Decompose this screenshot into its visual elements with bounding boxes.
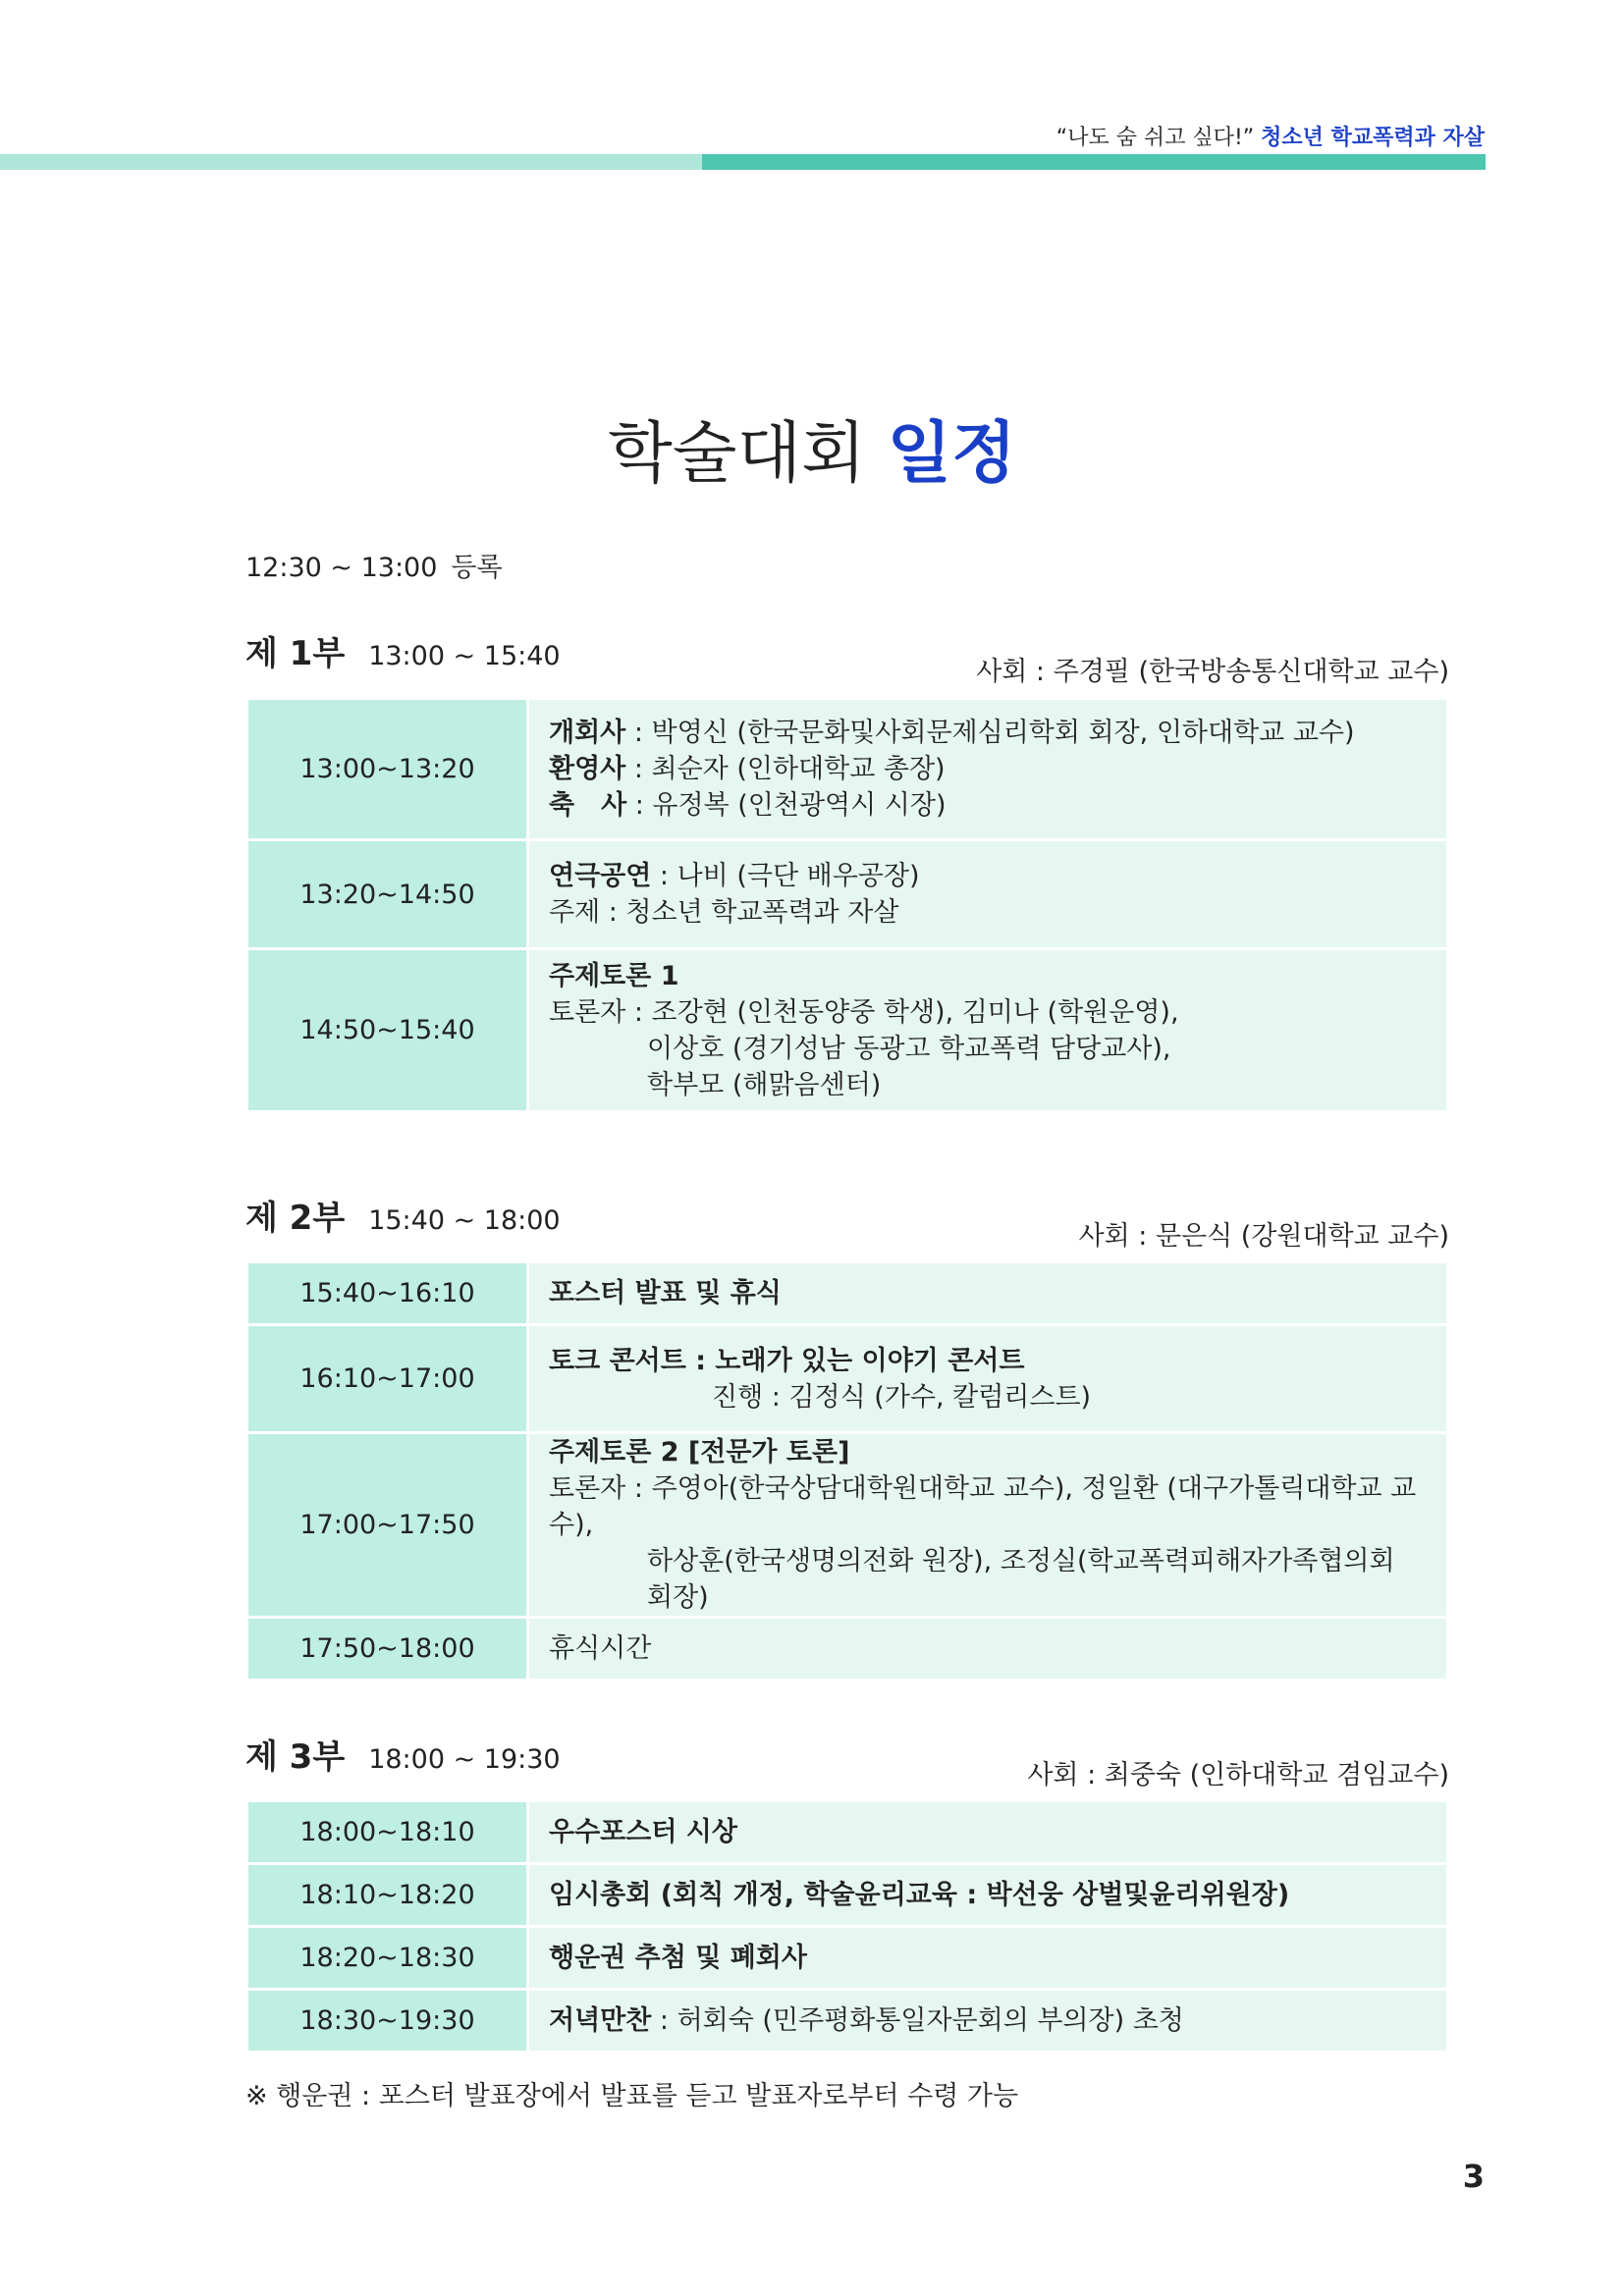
part3-schedule-table: [245, 1799, 1449, 2054]
content-cell: [528, 699, 1448, 840]
part2-label: 제 2부: [245, 1199, 346, 1238]
page-title-accent: 일정: [887, 415, 1016, 493]
part3-heading: [245, 1730, 561, 1778]
content-line: 토크 콘서트 : 노래가 있는 이야기 콘서트: [549, 1345, 1025, 1376]
content-line: 이상호 (경기성남 동광고 학교폭력 담당교사),: [647, 1033, 1171, 1064]
content-cell: 휴식시간: [528, 1618, 1448, 1681]
part3-time: 18:00 ~ 19:30: [368, 1744, 561, 1775]
role-label: 연극공연: [549, 861, 652, 891]
part1-label: 제 1부: [245, 634, 346, 673]
part2-schedule-table: [245, 1260, 1449, 1682]
role-label: 환영사: [549, 754, 626, 784]
table-row: [247, 1801, 1448, 1864]
content-cell: 우수포스터 시상: [528, 1801, 1448, 1864]
time-cell: 18:00~18:10: [247, 1801, 528, 1864]
part3-host: 사회 : 최중숙 (인하대학교 겸임교수): [1027, 1760, 1449, 1790]
page-number: 3: [1462, 2158, 1485, 2195]
time-cell: 18:30~19:30: [247, 1990, 528, 2053]
part2-time: 15:40 ~ 18:00: [368, 1205, 561, 1236]
role-label: 저녁만찬: [549, 2005, 652, 2036]
content-line: 토론자 : 주영아(한국상담대학원대학교 교수), 정일환 (대구가톨릭대학교 교수),: [549, 1473, 1417, 1540]
content-line: 학부모 (해맑음센터): [647, 1069, 882, 1100]
part2-heading: [245, 1191, 561, 1239]
running-header: [1056, 121, 1485, 151]
time-cell: 16:10~17:00: [247, 1325, 528, 1433]
content-line: [549, 751, 1427, 787]
table-row: [247, 1433, 1448, 1618]
time-cell: 17:00~17:50: [247, 1433, 528, 1618]
part1-host: 사회 : 주경필 (한국방송통신대학교 교수): [976, 657, 1449, 687]
table-row: [247, 1864, 1448, 1927]
time-cell: 15:40~16:10: [247, 1262, 528, 1325]
time-cell: 14:50~15:40: [247, 949, 528, 1112]
content-line: 토론자 : 조강현 (인천동양중 학생), 김미나 (학원운영),: [549, 996, 1179, 1028]
registration-label: 등록: [451, 553, 503, 583]
content-line: [549, 715, 1427, 751]
registration-line: [245, 546, 503, 584]
part2-host: 사회 : 문은식 (강원대학교 교수): [1078, 1221, 1449, 1252]
role-label: 개회사: [549, 718, 626, 748]
time-cell: 17:50~18:00: [247, 1618, 528, 1681]
content-line: 진행 : 김정식 (가수, 칼럼리스트): [712, 1381, 1092, 1413]
table-row: [247, 949, 1448, 1112]
part1-heading: [245, 626, 561, 674]
role-detail: : 나비 (극단 배우공장): [651, 861, 920, 891]
content-line: [549, 858, 1427, 894]
role-label: 축 사: [549, 790, 627, 821]
header-title: 청소년 학교폭력과 자살: [1261, 126, 1485, 150]
role-detail: : 박영신 (한국문화및사회문제심리학회 회장, 인하대학교 교수): [625, 718, 1355, 748]
header-bar-dark: [702, 154, 1486, 170]
header-bar-light: [0, 154, 702, 170]
part3-label: 제 3부: [245, 1737, 346, 1777]
table-row: [247, 1618, 1448, 1681]
content-line: 주제토론 1: [549, 960, 679, 991]
table-row: [247, 1927, 1448, 1990]
role-detail: : 허회숙 (민주평화통일자문회의 부의장) 초청: [651, 2005, 1184, 2036]
time-cell: 18:10~18:20: [247, 1864, 528, 1927]
content-line: 주제토론 2 [전문가 토론]: [549, 1437, 850, 1468]
time-cell: 18:20~18:30: [247, 1927, 528, 1990]
content-cell: 임시총회 (회칙 개정, 학술윤리교육 : 박선웅 상벌및윤리위원장): [528, 1864, 1448, 1927]
part1-time: 13:00 ~ 15:40: [368, 641, 561, 671]
content-line: 주제 : 청소년 학교폭력과 자살: [549, 897, 899, 928]
content-cell: 행운권 추첨 및 폐회사: [528, 1927, 1448, 1990]
table-row: [247, 1325, 1448, 1433]
table-row: [247, 1262, 1448, 1325]
header-quote: “나도 숨 쉬고 싶다!”: [1056, 126, 1255, 150]
part1-schedule-table: [245, 697, 1449, 1113]
table-row: [247, 699, 1448, 840]
role-detail: : 유정복 (인천광역시 시장): [626, 790, 947, 821]
time-cell: 13:00~13:20: [247, 699, 528, 840]
table-row: [247, 1990, 1448, 2053]
content-cell: [528, 1325, 1448, 1433]
footnote: ※ 행운권 : 포스터 발표장에서 발표를 듣고 발표자로부터 수령 가능: [245, 2081, 1019, 2111]
page-title: [0, 400, 1624, 496]
content-cell: [528, 1433, 1448, 1618]
content-line: [549, 787, 1427, 824]
registration-time: 12:30 ~ 13:00: [245, 553, 438, 583]
table-row: [247, 840, 1448, 949]
content-cell: [528, 949, 1448, 1112]
content-line: 하상훈(한국생명의전화 원장), 조정실(학교폭력피해자가족협의회 회장): [647, 1546, 1395, 1613]
page-title-main: 학술대회: [608, 415, 866, 493]
content-cell: 포스터 발표 및 휴식: [528, 1262, 1448, 1325]
time-cell: 13:20~14:50: [247, 840, 528, 949]
content-cell: [528, 1990, 1448, 2053]
content-cell: [528, 840, 1448, 949]
role-detail: : 최순자 (인하대학교 총장): [625, 754, 946, 784]
